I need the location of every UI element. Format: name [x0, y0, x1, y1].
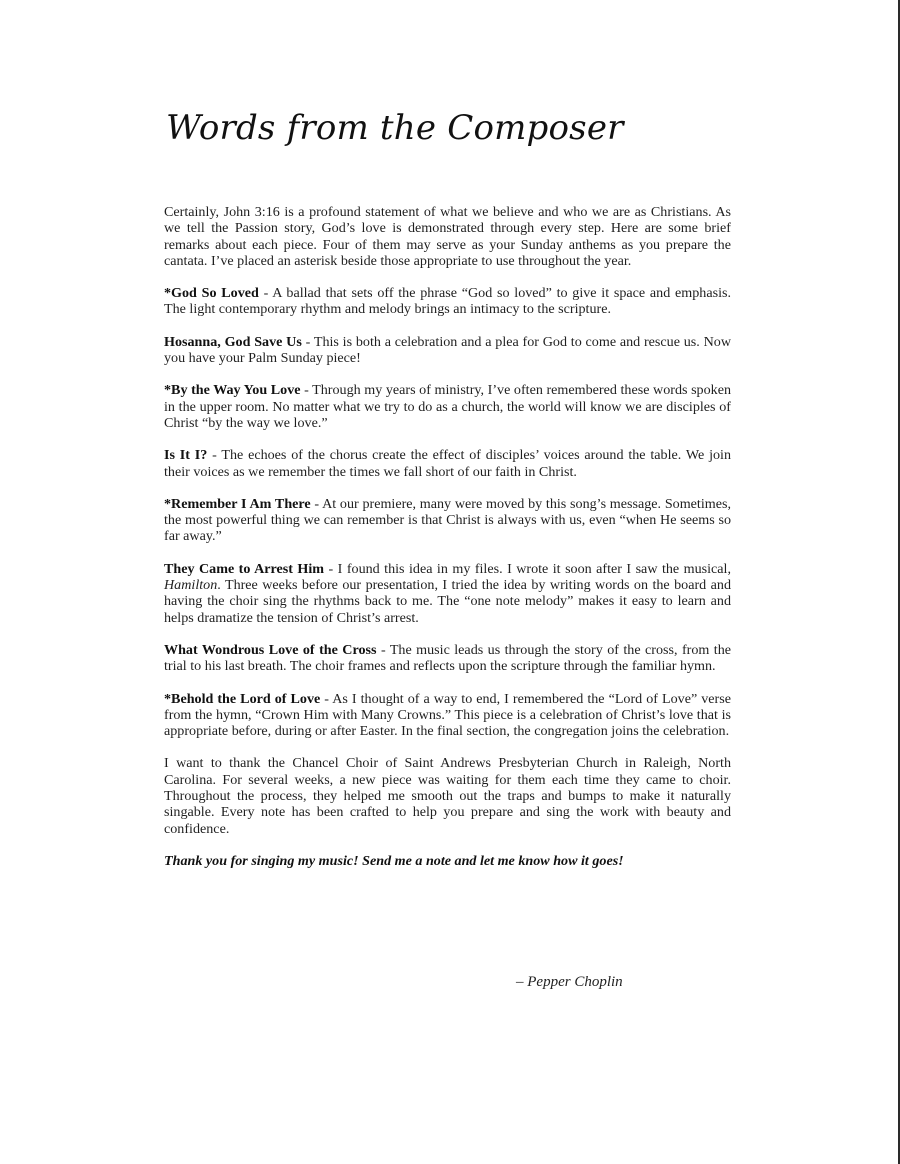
page-title: Words from the Composer [166, 108, 624, 148]
piece-title: *Remember I Am There [164, 495, 311, 512]
piece-title: Hosanna, God Save Us [164, 333, 302, 350]
piece-title: Is It I? [164, 447, 208, 464]
piece-title: *By the Way You Love [164, 382, 301, 399]
intro-paragraph: Certainly, John 3:16 is a profound statement of what we believe and who we are as Christians. As we tell the Passion story, God’s love is demonstrated through every step. Here are some brief remarks about each piece. Four of them may serve as your Sunday anthems as you prepare the cantata. I’ve placed an asterisk beside those appropriate to use throughout the year. [164, 204, 731, 269]
piece-title: What Wondrous Love of the Cross [164, 641, 377, 658]
musical-title: Hamilton [164, 577, 218, 594]
piece-by-the-way-you-love [164, 382, 731, 431]
piece-remember-i-am-there [164, 496, 731, 545]
piece-what-wondrous-love [164, 642, 731, 675]
piece-title: They Came to Arrest Him [164, 560, 325, 577]
piece-hosanna [164, 334, 731, 367]
piece-description: - A ballad that sets off the phrase “God so loved” to give it space and emphasis. The light contemporary rhythm and melody brings an intimacy to the scripture. [164, 285, 731, 318]
piece-description: - Through my years of ministry, I’ve often remembered these words spoken in the upper room. No matter what we try to do as a church, the world will know we are disciples of Christ “by the way we love.” [164, 382, 731, 431]
piece-description-start: - I found this idea in my files. I wrote it soon after I saw the musical, [324, 560, 731, 577]
piece-description-end: . Three weeks before our presentation, I tried the idea by writing words on the board and having the choir sing the rhythms back to me. The “one note melody” makes it easy to learn and helps dramatize the tension of Christ’s arrest. [164, 577, 731, 626]
piece-description: - The echoes of the chorus create the effect of disciples’ voices around the table. We join their voices as we remember the times we fall short of our faith in Christ. [164, 447, 731, 480]
piece-is-it-i [164, 447, 731, 480]
composer-notes [164, 204, 731, 869]
closing-line: Thank you for singing my music! Send me a note and let me know how it goes! [164, 852, 624, 869]
piece-god-so-loved [164, 285, 731, 318]
piece-behold-the-lord-of-love [164, 691, 731, 740]
piece-description: - At our premiere, many were moved by this song’s message. Sometimes, the most powerful thing we can remember is that Christ is always with us, even “when He seems so far away.” [164, 495, 731, 545]
signature: – Pepper Choplin [516, 974, 623, 990]
piece-description: - This is both a celebration and a plea for God to come and rescue us. Now you have your Palm Sunday piece! [164, 333, 732, 367]
piece-description: - As I thought of a way to end, I remembered the “Lord of Love” verse from the hymn, “Crown Him with Many Crowns.” This piece is a celebration of Christ’s love that is appropriate before, during or after Easter. In the final section, the congregation joins the celebration. [164, 690, 731, 740]
piece-title: *Behold the Lord of Love [164, 690, 321, 707]
piece-they-came-to-arrest-him [164, 561, 731, 626]
piece-description: - The music leads us through the story of the cross, from the trial to his last breath. The choir frames and reflects upon the scripture through the familiar hymn. [164, 641, 732, 675]
acknowledgment-paragraph: I want to thank the Chancel Choir of Saint Andrews Presbyterian Church in Raleigh, North Carolina. For several weeks, a new piece was waiting for them each time they came to choir. Throughout the process, they helped me smooth out the traps and bumps to make it naturally singable. Every note has been crafted to help you prepare and sing the work with beauty and confidence. [164, 755, 731, 837]
piece-title: *God So Loved [164, 285, 259, 302]
